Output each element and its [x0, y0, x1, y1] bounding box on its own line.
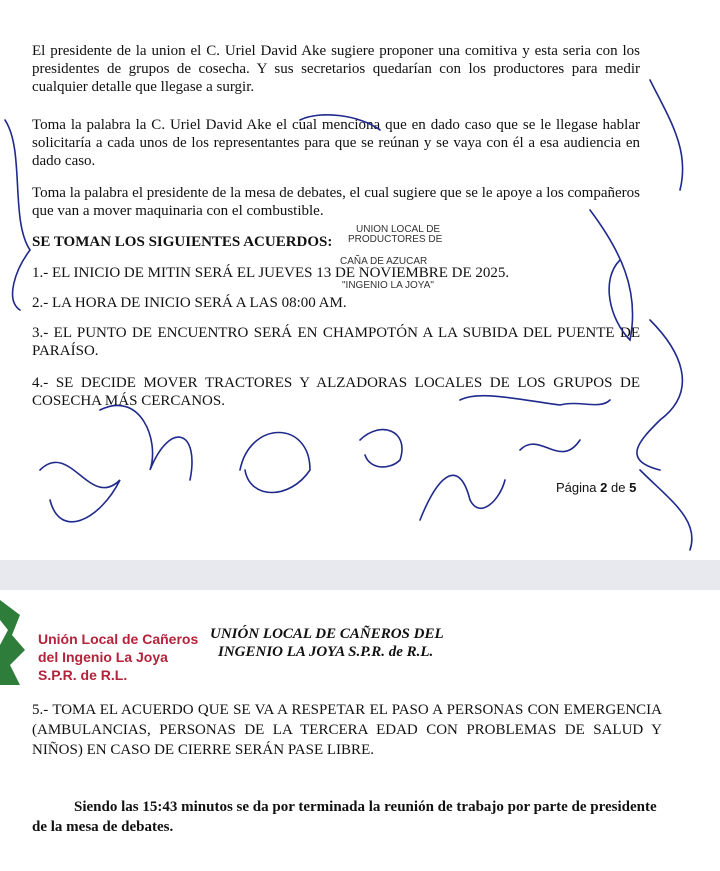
header-title-line-2: INGENIO LA JOYA S.P.R. de R.L. — [218, 644, 434, 660]
paragraph-palabra-ake: Toma la palabra la C. Uriel David Ake el cual menciona que en dado caso que se le llegase hablar solicitaría a cada unos de los representantes para que se reúnan y se vaya con él a esa audiencia en dado caso. — [32, 117, 640, 169]
org-name-line-1: Unión Local de Cañeros — [38, 631, 199, 647]
org-name-line-3: S.P.R. de R.L. — [38, 667, 128, 683]
agreement-5: 5.- TOMA EL ACUERDO QUE SE VA A RESPETAR EL PASO A PERSONAS CON EMERGENCIA (AMBULANCIAS, PERSONAS DE LA TERCERA EDAD CON PROBLEMAS DE SALUD Y NIÑOS) EN CASO DE CIERRE SERÁN PASE LIBRE. — [32, 702, 662, 758]
document-page-2 — [0, 590, 720, 871]
header-title-line-1: UNIÓN LOCAL DE CAÑEROS DEL — [210, 626, 444, 642]
union-stamp: UNION LOCAL DE PRODUCTORES DE CAÑA DE AZUCAR "INGENIO LA JOYA" — [340, 224, 443, 291]
agreement-2: 2.- LA HORA DE INICIO SERÁ A LAS 08:00 AM. — [32, 295, 347, 311]
page-number: Página 2 de 5 — [556, 480, 637, 495]
agreements-heading: SE TOMAN LOS SIGUIENTES ACUERDOS: — [32, 234, 333, 250]
agreement-3: 3.- EL PUNTO DE ENCUENTRO SERÁ EN CHAMPOTÓN A LA SUBIDA DEL PUENTE DE PARAÍSO. — [32, 325, 640, 359]
closing-statement: Siendo las 15:43 minutos se da por terminada la reunión de trabajo por parte de presidente de la mesa de debates. — [32, 799, 657, 835]
paragraph-palabra-presidente: Toma la palabra el presidente de la mesa de debates, el cual sugiere que se le apoye a los compañeros que van a mover maquinaria con el combustible. — [32, 185, 640, 219]
agreement-1: 1.- EL INICIO DE MITIN SERÁ EL JUEVES 13 DE NOVIEMBRE DE 2025. — [32, 265, 510, 281]
org-name-line-2: del Ingenio La Joya — [38, 649, 168, 665]
agreement-4: 4.- SE DECIDE MOVER TRACTORES Y ALZADORAS LOCALES DE LOS GRUPOS DE COSECHA MÁS CERCANOS. — [32, 375, 640, 409]
union-logo-icon — [0, 590, 34, 685]
paragraph-comitiva: El presidente de la union el C. Uriel David Ake sugiere proponer una comitiva y esta seria con los presidentes de grupos de cosecha. Y sus secretarios quedarían con los productores para medir cualquier detalle que llegase a surgir. — [32, 43, 640, 95]
